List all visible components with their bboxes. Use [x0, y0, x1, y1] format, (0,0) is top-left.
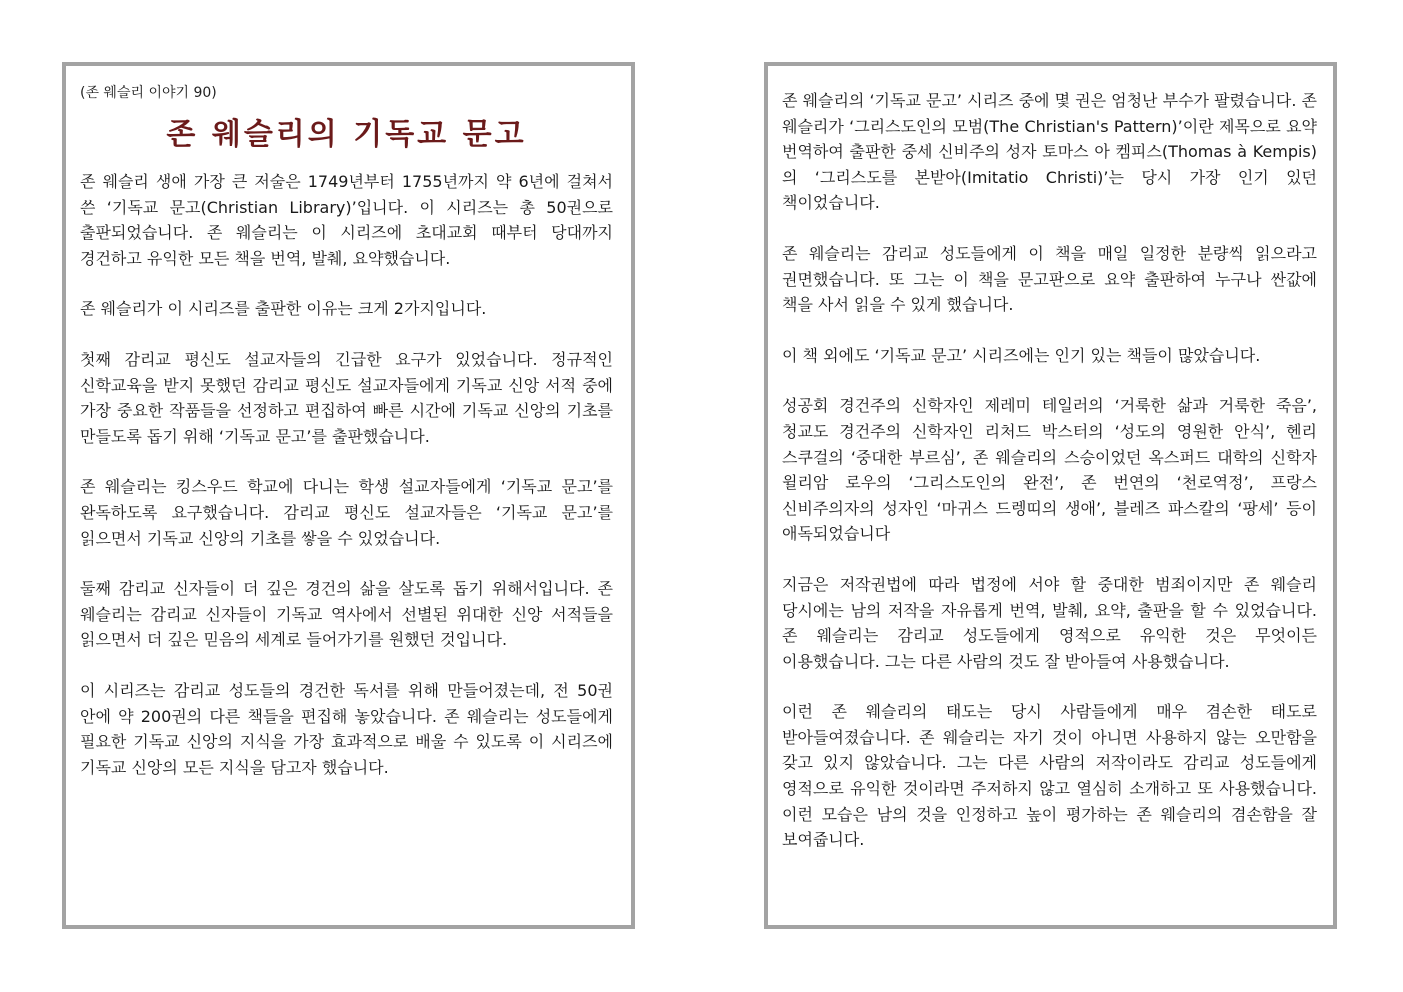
paragraph: 이 책 외에도 ‘기독교 문고’ 시리즈에는 인기 있는 책들이 많았습니다. — [782, 345, 1261, 365]
paragraph: 존 웨슬리가 이 시리즈를 출판한 이유는 크게 2가지입니다. — [80, 299, 487, 319]
right-page — [764, 62, 1337, 929]
paragraph: 지금은 저작권법에 따라 법정에 서야 할 중대한 범죄이지만 존 웨슬리 당시에는 남의 저작을 자유롭게 번역, 발췌, 요약, 출판을 할 수 있었습니다. 존 웨슬리는 감리교 성도들에게 영적으로 유익한 것은 무엇이든 이용했습니다. 그는 다른 사람의 것도 잘 받아들여 사용했습니다. — [782, 574, 1317, 671]
paragraph: 존 웨슬리의 ‘기독교 문고’ 시리즈 중에 몇 권은 엄청난 부수가 팔렸습니다. 존 웨슬리가 ‘그리스도인의 모범(The Christian's Pattern)’이란 제목으로 요약 번역하여 출판한 중세 신비주의 성자 토마스 아 켐피스(Thomas à Kempis)의 ‘그리스도를 본받아(Imitatio Christi)’는 당시 가장 인기 있던 책이었습니다. — [782, 91, 1317, 213]
paragraph: 둘째 감리교 신자들이 더 깊은 경건의 삶을 살도록 돕기 위해서입니다. 존 웨슬리는 감리교 신자들이 기독교 역사에서 선별된 위대한 신앙 서적들을 읽으면서 더 깊은 믿음의 세계로 들어가기를 원했던 것입니다. — [80, 579, 613, 650]
left-page — [62, 62, 635, 929]
article-title: 존 웨슬리의 기독교 문고 — [166, 117, 527, 152]
series-label: (존 웨슬리 이야기 90) — [80, 85, 217, 101]
paragraph: 성공회 경건주의 신학자인 제레미 테일러의 ‘거룩한 삶과 거룩한 죽음’, 청교도 경건주의 신학자인 리처드 박스터의 ‘성도의 영원한 안식’, 헨리 스쿠걸의 ‘중대한 부르심’, 존 웨슬리의 스승이었던 옥스퍼드 대학의 신학자 윌리암 로우의 ‘그리스도인의 완전’, 존 번연의 ‘천로역정’, 프랑스 신비주의자의 성자인 ‘마귀스 드렝띠의 생애’, 블레즈 파스칼의 ‘팡세’ 등이 애독되었습니다 — [782, 396, 1317, 544]
paragraph: 존 웨슬리 생애 가장 큰 저술은 1749년부터 1755년까지 약 6년에 걸쳐서 쓴 ‘기독교 문고(Christian Library)’입니다. 이 시리즈는 총 50권으로 출판되었습니다. 존 웨슬리는 이 시리즈에 초대교회 때부터 당대까지 경건하고 유익한 모든 책을 번역, 발췌, 요약했습니다. — [80, 172, 613, 268]
paragraph: 존 웨슬리는 킹스우드 학교에 다니는 학생 설교자들에게 ‘기독교 문고’를 완독하도록 요구했습니다. 감리교 평신도 설교자들은 ‘기독교 문고’를 읽으면서 기독교 신앙의 기초를 쌓을 수 있었습니다. — [80, 477, 613, 548]
paragraph: 존 웨슬리는 감리교 성도들에게 이 책을 매일 일정한 분량씩 읽으라고 권면했습니다. 또 그는 이 책을 문고판으로 요약 출판하여 누구나 싼값에 책을 사서 읽을 수 있게 했습니다. — [782, 243, 1317, 315]
paragraph: 첫째 감리교 평신도 설교자들의 긴급한 요구가 있었습니다. 정규적인 신학교육을 받지 못했던 감리교 평신도 설교자들에게 기독교 신앙 서적 중에 가장 중요한 작품들을 선정하고 편집하여 빠른 시간에 기독교 신앙의 기초를 만들도록 돕기 위해 ‘기독교 문고’를 출판했습니다. — [80, 349, 613, 446]
paragraph: 이 시리즈는 감리교 성도들의 경건한 독서를 위해 만들어졌는데, 전 50권 안에 약 200권의 다른 책들을 편집해 놓았습니다. 존 웨슬리는 성도들에게 필요한 기독교 신앙의 지식을 가장 효과적으로 배울 수 있도록 이 시리즈에 기독교 신앙의 모든 지식을 담고자 했습니다. — [80, 680, 613, 777]
paragraph: 이런 존 웨슬리의 태도는 당시 사람들에게 매우 겸손한 태도로 받아들여졌습니다. 존 웨슬리는 자기 것이 아니면 사용하지 않는 오만함을 갖고 있지 않았습니다. 그는 다른 사람의 저작이라도 감리교 성도들에게 영적으로 유익한 것이라면 주저하지 않고 열심히 소개하고 또 사용했습니다. 이런 모습은 남의 것을 인정하고 높이 평가하는 존 웨슬리의 겸손함을 잘 보여줍니다. — [782, 702, 1317, 850]
